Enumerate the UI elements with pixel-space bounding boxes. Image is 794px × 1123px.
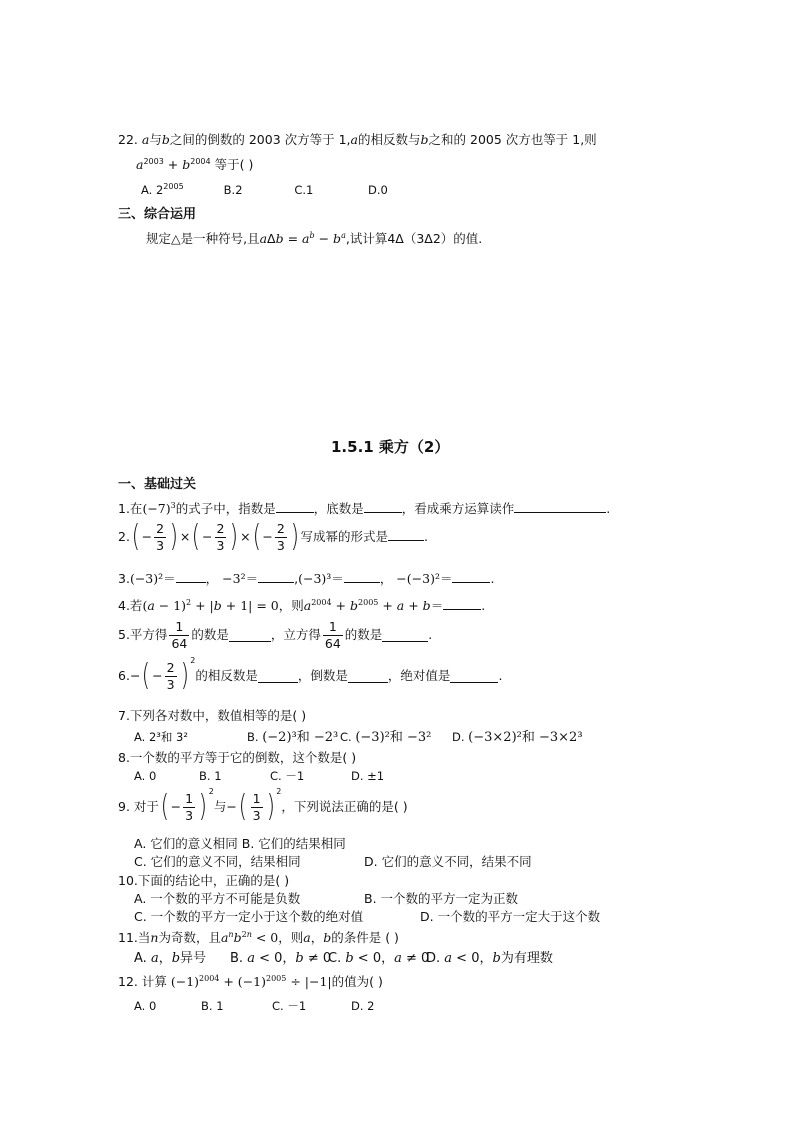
q22-option-c: C.1 <box>294 183 314 197</box>
q11-post2: 的条件是 ( ) <box>331 930 399 945</box>
q12-post: 的值为( ) <box>331 974 383 989</box>
q1-blank-base[interactable] <box>364 500 402 513</box>
q9-options-ab: A. 它们的意义相同 B. 它们的结果相同 <box>134 836 346 851</box>
q11: 11.当n为奇数，且$a^nb^{2n} < 0$，则a，b的条件是 ( ) <box>118 929 399 945</box>
q5-mid: 的数是 <box>191 627 229 642</box>
q5: 5.平方得 $\frac{1}{64}$ 的数是 ，立方得 $\frac{1}{64}$ 的数是 . <box>118 619 433 651</box>
q11-option-d: D. a < 0，b为有理数 <box>426 951 553 966</box>
q9-option-c: C. 它们的意义不同，结果相同 <box>134 854 301 869</box>
q4-pre: 4.若 <box>118 598 143 613</box>
q8-option-d: D. ±1 <box>351 769 385 783</box>
q5-blank-cube[interactable] <box>382 629 428 642</box>
q10-option-a: A. 一个数的平方不可能是负数 <box>134 891 301 906</box>
q2: 2.( − $\frac{2}{3}$ ) ×( − $\frac{2}{3}$ ) ×( − $\frac{2}{3}$ ) 写成幂的形式是 . <box>118 519 429 555</box>
q22-options <box>141 182 388 197</box>
q1-blank-exponent[interactable] <box>276 500 314 513</box>
q6-blank-reciprocal[interactable] <box>348 670 388 683</box>
q5-blank-square[interactable] <box>229 629 271 642</box>
q22-number: 22. <box>118 132 138 147</box>
q10-options-cd <box>134 911 600 924</box>
q9: 9. 对于( − $\frac{1}{3}$ ) $^2$与−( $\frac{1}{3}$ ) $^2$，下列说法正确的是( ) <box>118 787 408 825</box>
q1-mid2: ，底数是 <box>313 501 364 516</box>
q8-stem: 8.一个数的平方等于它的倒数，这个数是( ) <box>118 750 357 765</box>
q3: 3.(−3)²＝ ， −3²＝ ,(−3)³＝ ， −(−3)²＝ . <box>118 571 495 586</box>
q7-stem: 7.下列各对数中，数值相等的是( ) <box>118 708 307 723</box>
q8-option-c: C. －1 <box>270 769 305 783</box>
q22-text-b: 之间的倒数的 2003 次方等于 1, <box>169 132 351 147</box>
q9-options-cd <box>134 856 532 869</box>
q9-option-d: D. 它们的意义不同，结果不同 <box>364 854 532 869</box>
q4-end: . <box>481 598 486 613</box>
q7-option-b: B. (−2)³和 −2³ <box>247 730 339 745</box>
q9-pre: 9. 对于 <box>118 799 159 814</box>
q3-blank-4[interactable] <box>452 570 490 583</box>
q1-end: . <box>606 501 611 516</box>
q22-option-d: D.0 <box>367 183 388 197</box>
q3-pre: 3. <box>118 571 130 586</box>
q7-option-a: A. 2³和 3² <box>134 730 188 744</box>
q12-option-b: B. 1 <box>201 999 224 1013</box>
q12-option-c: C. －1 <box>272 999 307 1013</box>
q6-mid: 的相反数是 <box>195 668 258 683</box>
q8-option-b: B. 1 <box>199 769 222 783</box>
q4-blank[interactable] <box>443 597 481 610</box>
q22-expression: $a^{2003} + b^{2004}$ 等于( ) <box>136 156 254 172</box>
q9-mid: 与 <box>213 799 227 814</box>
q2-blank[interactable] <box>388 528 424 541</box>
q11-post: ，则 <box>278 930 304 945</box>
q7-options <box>134 731 583 744</box>
q6: 6.−( − $\frac{2}{3}$ ) $^2$的相反数是 ，倒数是 ，绝对值是 . <box>118 656 503 694</box>
q6-blank-absolute[interactable] <box>450 670 498 683</box>
q11-mid: 为奇数，且 <box>158 930 221 945</box>
page-title: 1.5.1 乘方（2） <box>331 438 450 456</box>
q1-blank-reading[interactable] <box>514 500 606 513</box>
q10-option-c: C. 一个数的平方一定小于这个数的绝对值 <box>134 909 364 924</box>
q5-mid3: 的数是 <box>344 627 383 642</box>
q11-pre: 11.当 <box>118 930 151 945</box>
q22-option-a: A. $2^{2005}$ <box>141 182 184 197</box>
q12-option-a: A. 0 <box>134 999 157 1013</box>
q12-pre: 12. 计算 <box>118 974 167 989</box>
q2-pre: 2. <box>118 528 130 544</box>
rule-question: 规定△是一种符号,且$a\Delta b = a^b - b^a$,试计算4Δ（3Δ2）的值. <box>146 230 483 246</box>
section3-title: 三、综合运用 <box>118 207 197 222</box>
q11-option-c: C. b < 0，a ≠ 0 <box>328 951 430 966</box>
q22-text-c: 的相反数与 <box>357 132 421 147</box>
q10-options-ab <box>134 893 518 906</box>
q22-text-a: 与 <box>149 132 162 147</box>
q11-option-b: B. a < 0，b ≠ 0 <box>230 951 332 966</box>
q10-option-d: D. 一个数的平方一定大于这个数 <box>420 909 601 924</box>
q8-option-a: A. 0 <box>134 769 157 783</box>
q22-option-b: B.2 <box>223 183 243 197</box>
q1-mid: 的式子中，指数是 <box>175 501 276 516</box>
q5-pre: 5.平方得 <box>118 627 168 642</box>
q6-mid2: ，倒数是 <box>297 668 348 683</box>
q22-stem: 22. a与b之间的倒数的 2003 次方等于 1,a的相反数与b之和的 2005 次方也等于 1,则 <box>118 132 597 147</box>
q1-pre: 1.在 <box>118 501 143 516</box>
q22-expr-suffix: 等于( ) <box>214 157 254 172</box>
q2-end: . <box>424 528 429 544</box>
q9-post: ，下列说法正确的是( ) <box>281 799 408 814</box>
q6-end: . <box>498 668 503 683</box>
rule-suffix: ,试计算4Δ（3Δ2）的值. <box>345 231 483 246</box>
q3-end: . <box>490 571 495 586</box>
q1-mid3: ，看成乘方运算读作 <box>401 501 515 516</box>
q3-blank-1[interactable] <box>176 570 206 583</box>
q6-blank-opposite[interactable] <box>258 670 298 683</box>
q22-text-d: 之和的 2005 次方也等于 1,则 <box>428 132 597 147</box>
q6-pre: 6. <box>118 668 130 683</box>
q4: 4.若$(a - 1)^2 + |b + 1| = 0$，则$a^{2004} + b^{2005} + a + b=$ . <box>118 597 486 613</box>
q7-option-d: D. (−3×2)²和 −3×2³ <box>452 730 583 745</box>
q5-end: . <box>428 627 433 642</box>
q12: 12. 计算 $(-1)^{2004} + (-1)^{2005} \div |-1|$的值为( ) <box>118 973 383 989</box>
q3-blank-2[interactable] <box>258 570 294 583</box>
q10-option-b: B. 一个数的平方一定为正数 <box>364 891 519 906</box>
q6-mid3: ，绝对值是 <box>387 668 451 683</box>
q1: 1.在$(-7)^3$的式子中，指数是 ，底数是 ，看成乘方运算读作 . <box>118 500 611 516</box>
q11-option-a: A. a，b异号 <box>134 951 207 966</box>
q12-options <box>134 1001 374 1013</box>
q11-options <box>134 952 553 965</box>
q3-blank-3[interactable] <box>344 570 380 583</box>
q10-stem: 10.下面的结论中，正确的是( ) <box>118 873 290 888</box>
q2-post: 写成幂的形式是 <box>300 528 389 544</box>
section1-title: 一、基础过关 <box>118 477 197 492</box>
rule-prefix: 规定△是一种符号,且 <box>146 231 260 246</box>
q4-mid: ，则 <box>278 598 304 613</box>
q12-option-d: D. 2 <box>351 999 375 1013</box>
q8-options <box>134 771 384 783</box>
q5-mid2: ，立方得 <box>270 627 321 642</box>
q7-option-c: C. (−3)²和 −3² <box>340 730 432 745</box>
